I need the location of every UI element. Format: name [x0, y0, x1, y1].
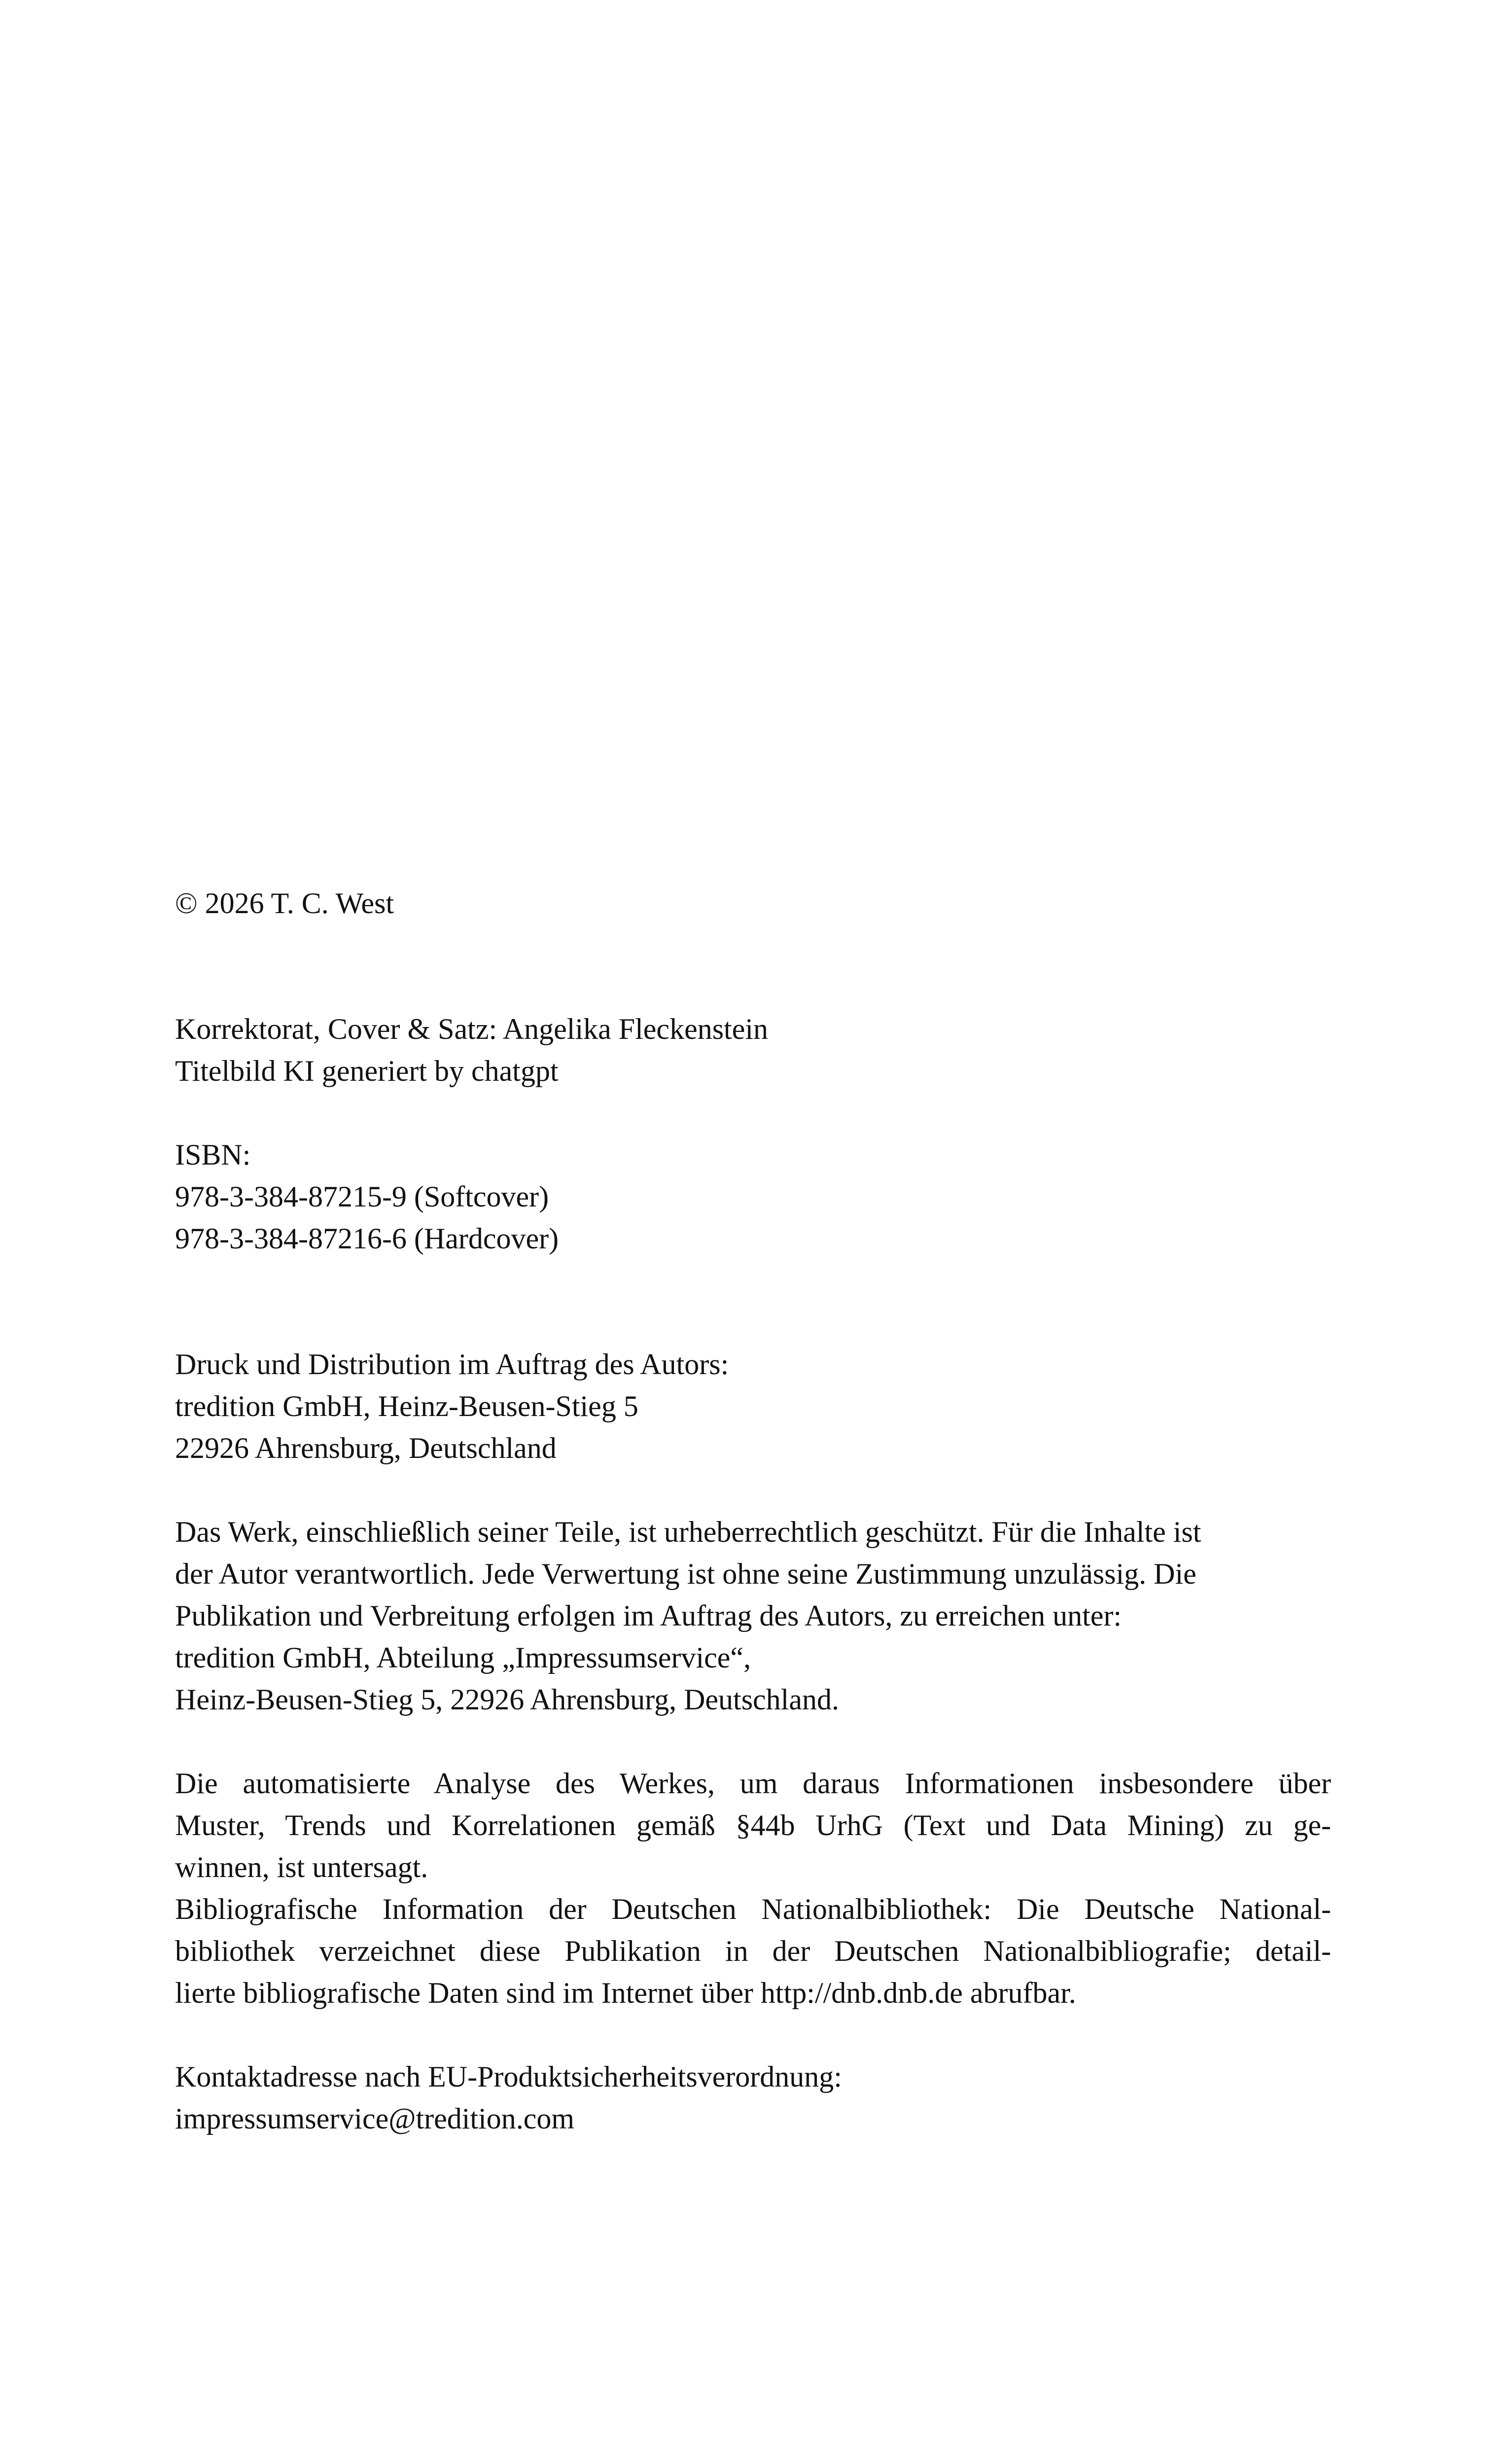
- dnb-line: Bibliografische Information der Deutschen Nationalbibliothek: Die Deutsche National-: [175, 1893, 1331, 1925]
- rights-line: der Autor verantwortlich. Jede Verwertung ist ohne seine Zustimmung unzulässig. Die: [175, 1558, 1196, 1590]
- tdm-block: [175, 1763, 1331, 2014]
- rights-line: Heinz-Beusen-Stieg 5, 22926 Ahrensburg, Deutschland.: [175, 1683, 839, 1716]
- rights-line: tredition GmbH, Abteilung „Impressumservice“,: [175, 1641, 751, 1674]
- credits-block: [175, 1008, 1331, 1092]
- isbn-label: ISBN:: [175, 1138, 251, 1171]
- publisher-line: 22926 Ahrensburg, Deutschland: [175, 1432, 557, 1464]
- rights-line: Publikation und Verbreitung erfolgen im Auftrag des Autors, zu erreichen unter:: [175, 1599, 1122, 1632]
- credits-line: Korrektorat, Cover & Satz: Angelika Fleckenstein: [175, 1013, 769, 1045]
- credits-line: Titelbild KI generiert by chatgpt: [175, 1055, 559, 1087]
- rights-line: Das Werk, einschließlich seiner Teile, ist urheberrechtlich geschützt. Für die Inhalte ist: [175, 1516, 1201, 1548]
- rights-block: [175, 1511, 1331, 1721]
- publisher-block: [175, 1344, 1331, 1469]
- contact-line: Kontaktadresse nach EU-Produktsicherheitsverordnung:: [175, 2060, 842, 2093]
- tdm-line: winnen, ist untersagt.: [175, 1851, 428, 1883]
- dnb-line: bibliothek verzeichnet diese Publikation in der Deutschen Nationalbibliografie; detail-: [175, 1935, 1331, 1967]
- isbn-line: 978-3-384-87216-6 (Hardcover): [175, 1222, 559, 1255]
- isbn-block: [175, 1134, 1331, 1260]
- contact-block: [175, 2056, 1331, 2140]
- imprint-content: [175, 883, 1331, 2140]
- contact-email: impressumservice@tredition.com: [175, 2102, 575, 2135]
- tdm-line: Die automatisierte Analyse des Werkes, um daraus Informationen insbesondere über: [175, 1767, 1331, 1800]
- copyright-block: [175, 883, 1331, 924]
- copyright-line: © 2026 T. C. West: [175, 887, 394, 920]
- dnb-line: lierte bibliografische Daten sind im Internet über http://dnb.dnb.de abrufbar.: [175, 1977, 1076, 2009]
- publisher-line: tredition GmbH, Heinz-Beusen-Stieg 5: [175, 1390, 638, 1422]
- isbn-line: 978-3-384-87215-9 (Softcover): [175, 1180, 549, 1213]
- tdm-line: Muster, Trends und Korrelationen gemäß §44b UrhG (Text und Data Mining) zu ge-: [175, 1809, 1331, 1842]
- publisher-line: Druck und Distribution im Auftrag des Autors:: [175, 1348, 729, 1381]
